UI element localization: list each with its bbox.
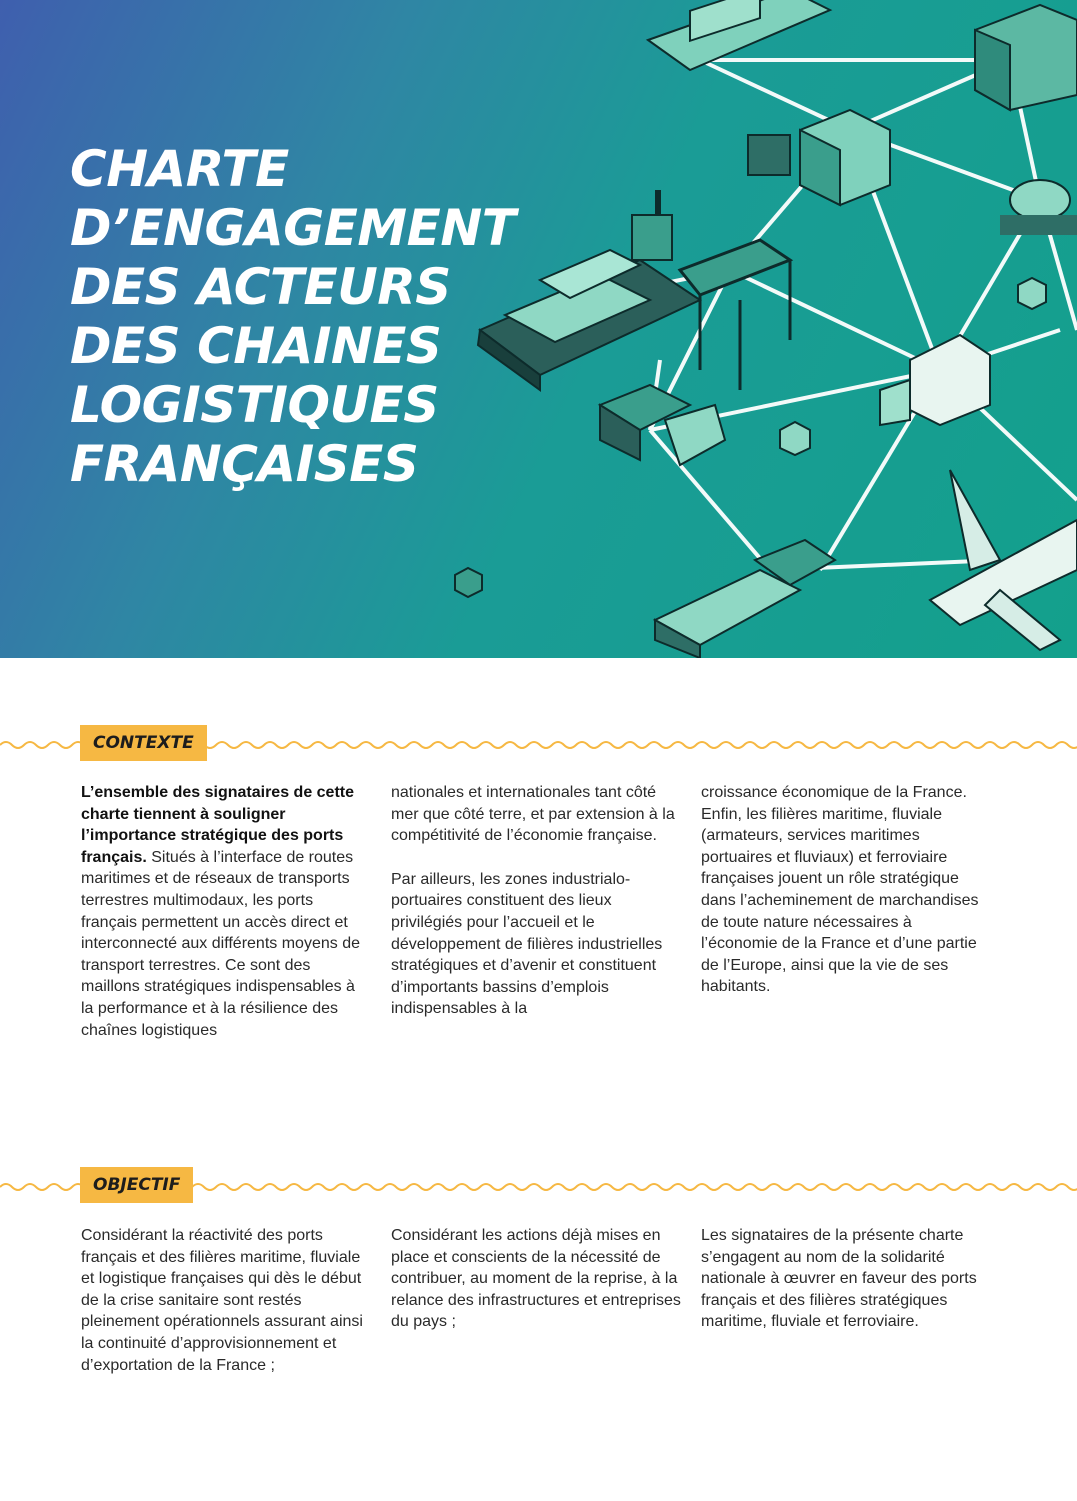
title-line: DES ACTEURS bbox=[70, 258, 451, 316]
section-badge-objectif: OBJECTIF bbox=[80, 1167, 193, 1203]
gantry-crane bbox=[680, 240, 790, 390]
objectif-column-2 bbox=[391, 1225, 681, 1333]
paragraph: nationales et internationales tant côté mer que côté terre, et par extension à la compétitivité de l’économie française. bbox=[391, 784, 675, 845]
paragraph bbox=[81, 782, 371, 1041]
objectif-header bbox=[0, 1167, 1077, 1207]
title-line: FRANÇAISES bbox=[70, 435, 419, 493]
objectif-column-1 bbox=[81, 1225, 371, 1376]
container-truck bbox=[600, 385, 725, 465]
airplane bbox=[930, 470, 1077, 650]
paragraph: croissance économique de la France. Enfin, les filières maritime, fluviale (armateurs, services maritimes portuaires et fluviaux) et ferroviaire françaises jouent un rôle stratégique dans l’acheminement de marchandises de toute nature nécessaires à l’économie de la France et d’une partie de l’Europe, ainsi que la vie de ses habitants. bbox=[701, 784, 979, 996]
section-badge-contexte: CONTEXTE bbox=[80, 725, 207, 761]
warehouse-top-right bbox=[975, 5, 1077, 110]
title-line: D’ENGAGEMENT bbox=[70, 199, 516, 257]
contexte-column-1 bbox=[81, 782, 371, 1041]
paragraph: Par ailleurs, les zones industrialo-portuaires constituent des lieux privilégiés pour l’accueil et le développement de filières industrielles stratégiques et d’avenir et constituent d’importants bassins d’emplois indispensables à la bbox=[391, 870, 663, 1018]
contexte-header bbox=[0, 725, 1077, 765]
page-title bbox=[70, 140, 515, 494]
depot-center bbox=[748, 110, 890, 205]
paragraph: Les signataires de la présente charte s’engagent au nom de la solidarité nationale à œuvrer en faveur des ports français et des filières stratégiques maritime, fluviale et ferroviaire. bbox=[701, 1227, 977, 1331]
contexte-column-2 bbox=[391, 782, 681, 1020]
objectif-column-3 bbox=[701, 1225, 991, 1333]
train bbox=[655, 540, 835, 658]
paragraph: Considérant la réactivité des ports français et des filières maritime, fluviale et logistique françaises qui dès le début de la crise sanitaire sont restés pleinement opérationnels assurant ainsi la continuité d’approvisionnement et d’exportation de la France ; bbox=[81, 1227, 363, 1374]
paragraph: Considérant les actions déjà mises en place et conscients de la nécessité de contribuer, au moment de la reprise, à la relance des infrastructures et entreprises du pays ; bbox=[391, 1227, 681, 1331]
title-line: DES CHAINES bbox=[70, 317, 442, 375]
title-line: LOGISTIQUES bbox=[70, 376, 439, 434]
contexte-column-3 bbox=[701, 782, 991, 998]
title-line: CHARTE bbox=[70, 140, 289, 198]
lead-text: L’ensemble des signataires de cette charte tiennent à souligner l’importance stratégique des ports français. bbox=[81, 784, 355, 866]
body-text: Situés à l’interface de routes maritimes et de réseaux de transports terrestres multimodaux, les ports français permettent un accès direct et interconnecté aux différents moyens de transport terrestres. Ce sont des maillons stratégiques indispensables à la performance et à la résilience des chaînes logistiques bbox=[81, 848, 360, 1039]
hero-banner bbox=[0, 0, 1077, 658]
